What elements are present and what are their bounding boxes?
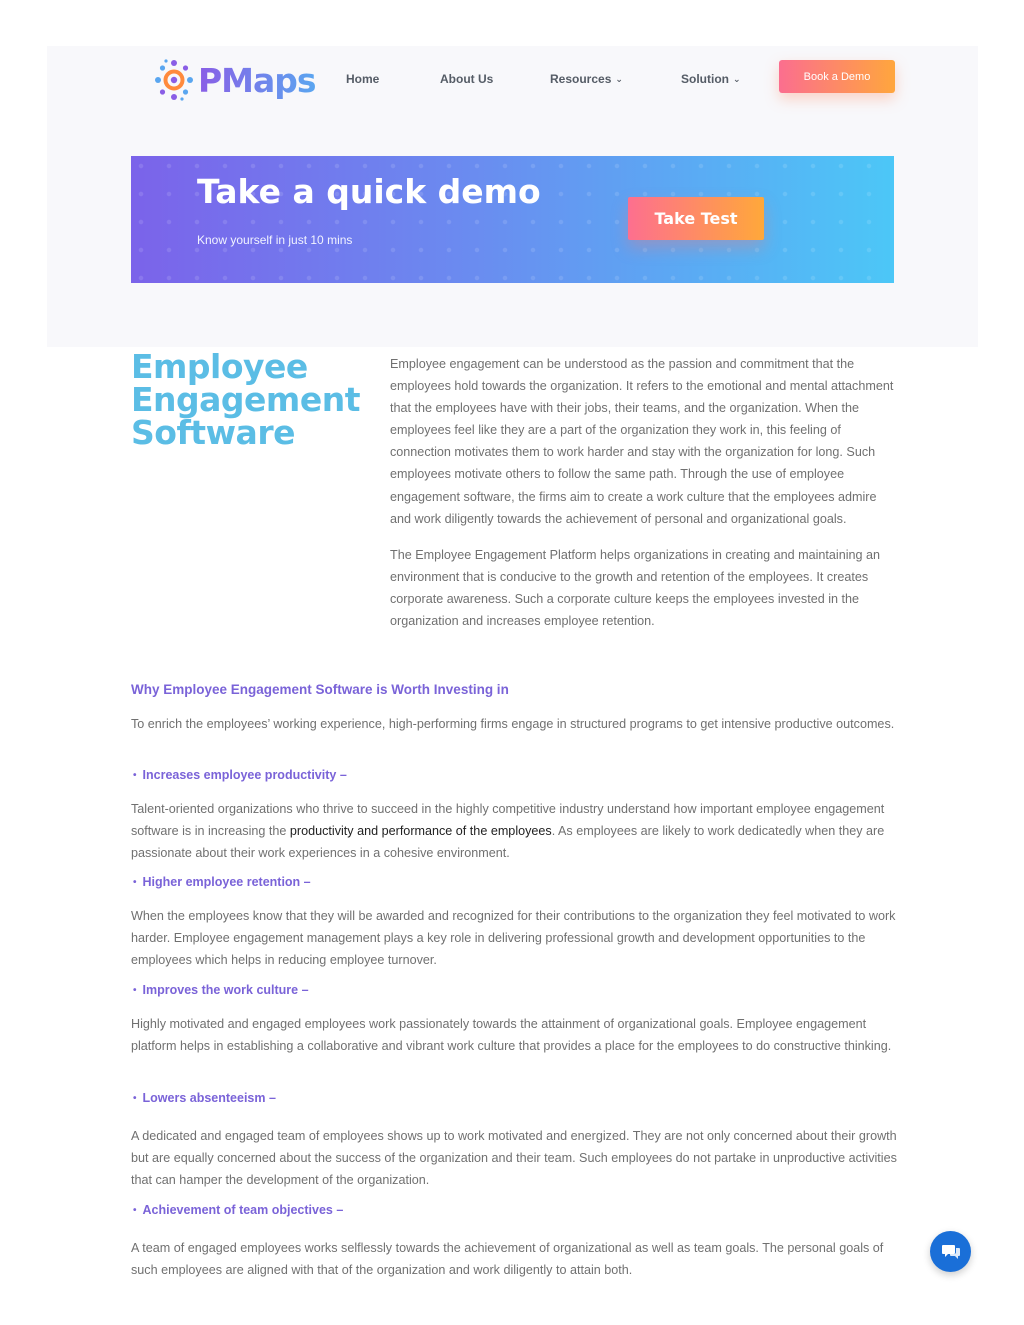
point-title <box>133 1203 343 1217</box>
brand-name: PMaps <box>198 60 316 100</box>
pmaps-logo-icon <box>154 58 194 102</box>
book-demo-button[interactable]: Book a Demo <box>779 60 895 93</box>
point-text: When the employees know that they will be awarded and recognized for their contributions to the organization they feel motivated to work harder. Employee engagement management plays a key role in delivering professional growth and development opportunities to the employees which helps in reducing employee turnover. <box>131 909 896 968</box>
nav-solution-label: Solution <box>681 72 729 86</box>
take-test-button[interactable]: Take Test <box>628 197 764 240</box>
productivity-link[interactable]: productivity and performance of the employees <box>289 824 552 839</box>
point-title <box>133 875 311 889</box>
point-title-text: Lowers absenteeism – <box>142 1091 276 1105</box>
point-text: Highly motivated and engaged employees work passionately towards the attainment of organizational goals. Employee engagement platform helps in establishing a collaborative and vibrant work culture that provides a place for the employees to do constructive thinking. <box>131 1017 892 1054</box>
banner-title: Take a quick demo <box>197 172 541 211</box>
title-line: Engagement <box>131 380 360 419</box>
banner-subtitle: Know yourself in just 10 mins <box>197 233 353 247</box>
bullet-icon: • <box>133 1092 137 1104</box>
nav-about-us[interactable] <box>440 72 493 86</box>
title-line: Software <box>131 413 295 452</box>
bullet-icon: • <box>133 1204 137 1216</box>
nav-resources[interactable] <box>550 72 623 86</box>
bullet-icon: • <box>133 876 137 888</box>
nav-home[interactable] <box>346 72 379 86</box>
intro-text <box>390 353 898 632</box>
point-text: A team of engaged employees works selflessly towards the achievement of organizational as well as team goals. The personal goals of such employees are aligned with that of the organization and work diligently to attain both. <box>131 1241 884 1278</box>
chevron-down-icon: ⌄ <box>615 73 623 84</box>
chat-icon <box>941 1243 961 1261</box>
point-title-text: Improves the work culture – <box>142 983 309 997</box>
nav-resources-label: Resources <box>550 72 612 86</box>
point-text-part: . As employees are likely to work dedicatedly when they are passionate about their work experiences in a cohesive environment. <box>131 824 885 861</box>
pmaps-logo[interactable] <box>154 58 316 102</box>
point-text <box>131 798 897 864</box>
point-title-text: Increases employee productivity – <box>142 768 347 782</box>
section-heading: Why Employee Engagement Software is Worth Investing in <box>131 682 509 697</box>
intro-paragraph: Employee engagement can be understood as the passion and commitment that the employees hold towards the organization. It refers to the emotional and mental attachment that the employees have with their jobs, their teams, and the organization. When the employees feel like they are a part of the organization they work in, this feeling of connection motivates them to work harder and stay with the organization for long. Such employees motivate others to follow the same path. Through the use of employee engagement software, the firms aim to create a work culture that the employees admire and work diligently towards the achievement of personal and organizational goals. <box>390 357 894 526</box>
section-intro: To enrich the employees’ working experience, high-performing firms engage in structured programs to get intensive productive outcomes. <box>131 717 895 731</box>
chat-button[interactable] <box>930 1231 971 1272</box>
point-text-part: Talent-oriented organizations who thrive to succeed in the highly competitive industry understand how important employee engagement software is in increasing the <box>131 802 885 839</box>
title-line: Employee <box>131 347 308 386</box>
point-title <box>133 1091 276 1105</box>
point-title <box>133 983 309 997</box>
chevron-down-icon: ⌄ <box>733 73 741 84</box>
nav-solution[interactable] <box>681 72 741 86</box>
intro-paragraph: The Employee Engagement Platform helps organizations in creating and maintaining an environment that is conducive to the growth and retention of the employees. It creates corporate awareness. Such a corporate culture keeps the employees invested in the organization and increases employee retention. <box>390 547 881 629</box>
point-text: A dedicated and engaged team of employees shows up to work motivated and energized. They are not only concerned about their growth but are equally concerned about the success of the organization and their team. Such employees do not partake in unproductive activities that can hamper the development of the organization. <box>131 1129 897 1188</box>
point-title-text: Achievement of team objectives – <box>142 1203 344 1217</box>
point-title-text: Higher employee retention – <box>142 875 311 889</box>
nav-home-label: Home <box>346 72 380 86</box>
point-title <box>133 768 347 782</box>
quick-demo-banner <box>131 156 894 283</box>
page-title <box>131 347 371 452</box>
nav-about-label: About Us <box>440 72 494 86</box>
bullet-icon: • <box>133 984 137 996</box>
bullet-icon: • <box>133 769 137 781</box>
